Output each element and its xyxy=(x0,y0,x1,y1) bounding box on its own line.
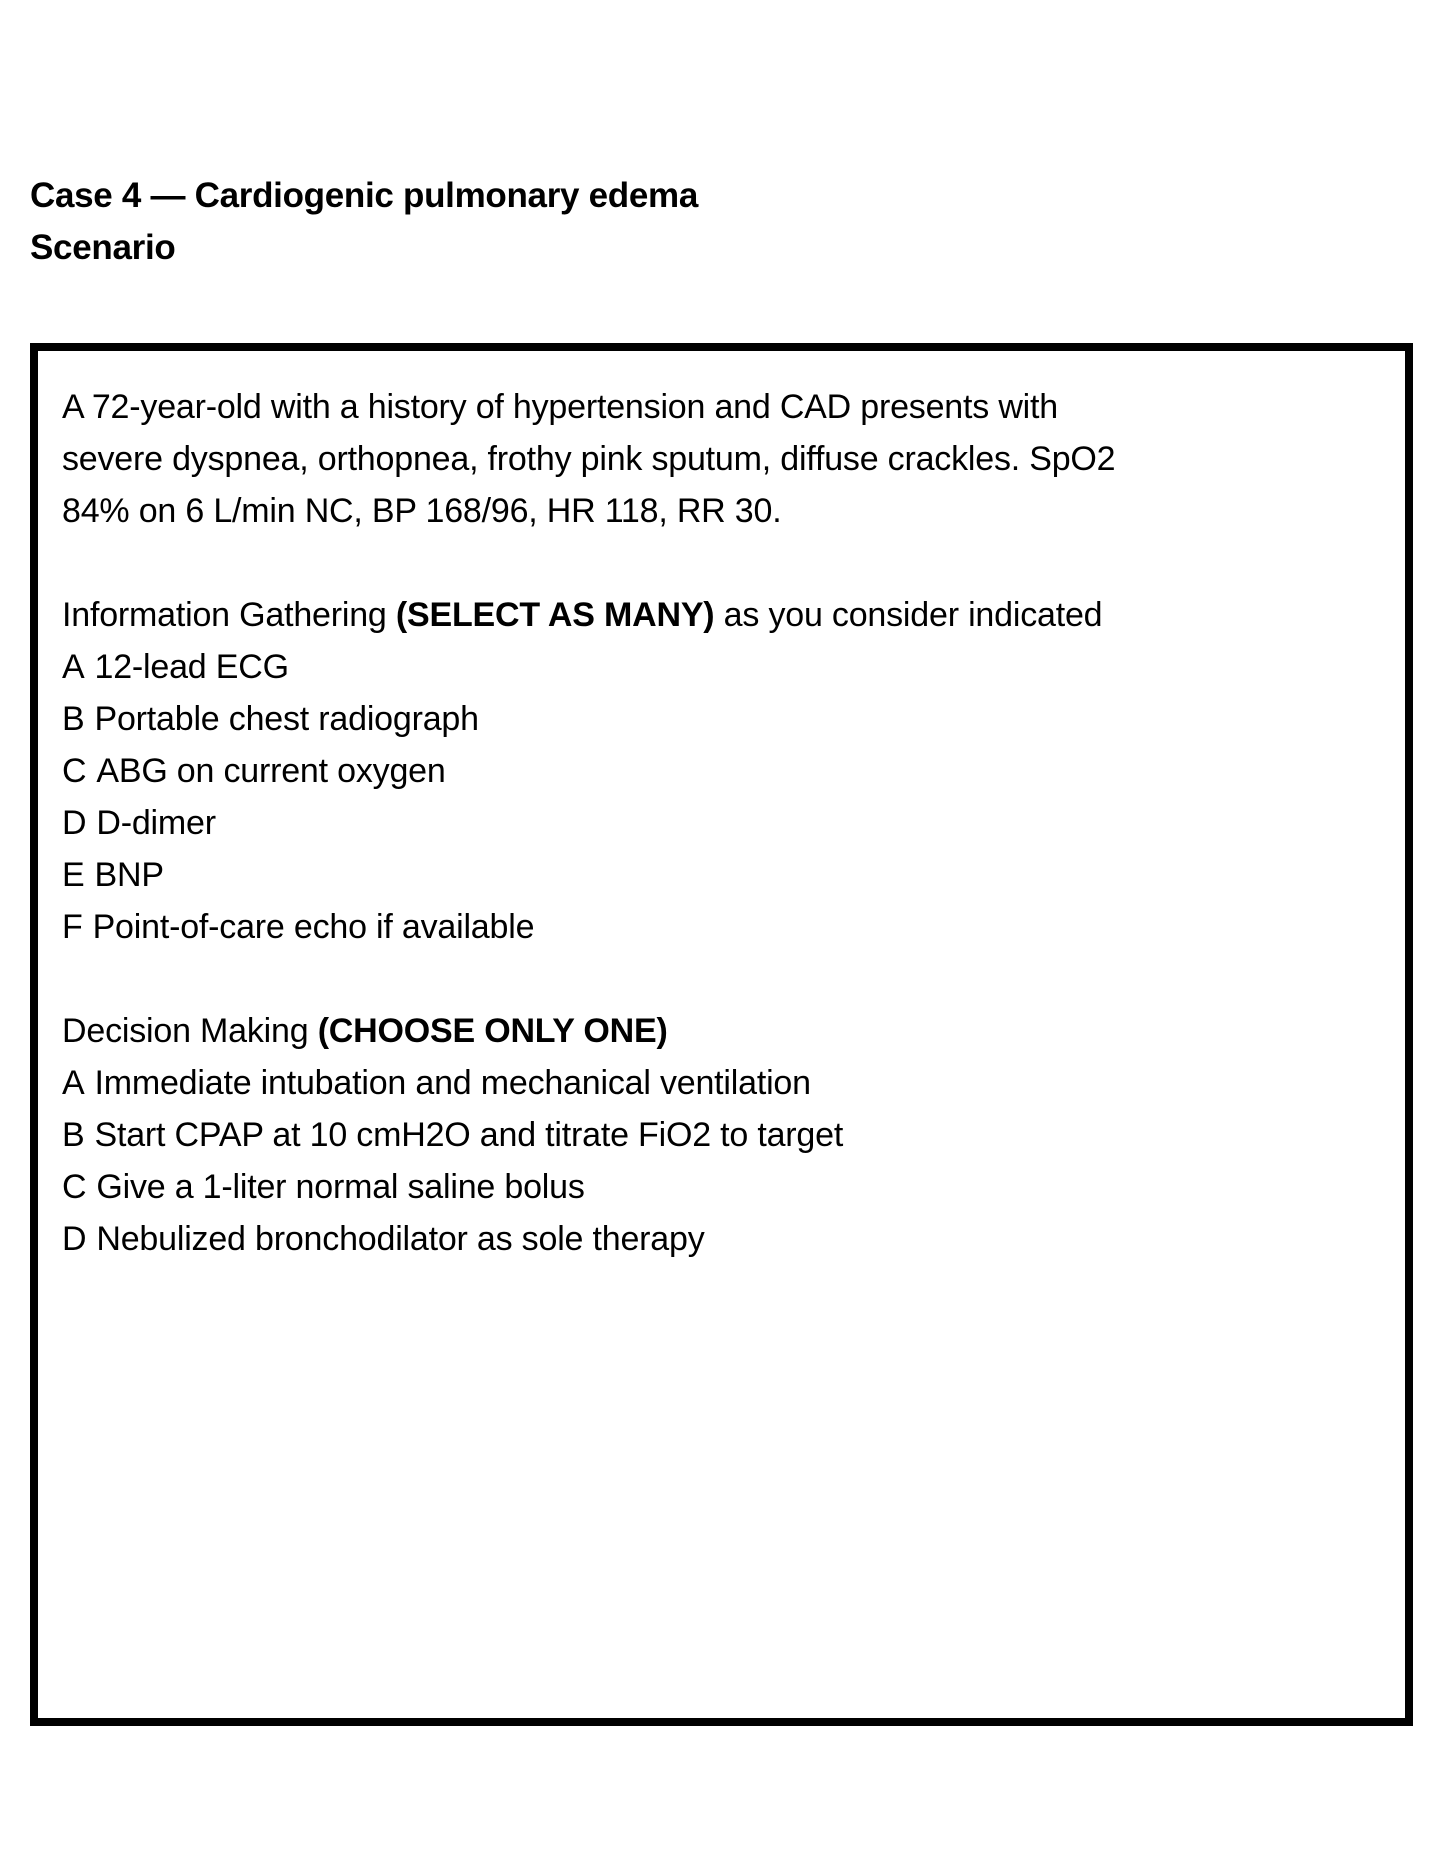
decision-option-c xyxy=(62,1161,1381,1213)
option-letter: E xyxy=(62,856,85,894)
info-option-f xyxy=(62,901,1381,953)
scenario-line-3: 84% on 6 L/min NC, BP 168/96, HR 118, RR 30. xyxy=(62,492,782,530)
option-letter: D xyxy=(62,1220,87,1258)
option-letter: F xyxy=(62,908,83,946)
heading-prefix: Decision Making xyxy=(62,1012,318,1050)
option-text: 12-lead ECG xyxy=(94,648,289,686)
option-text: Immediate intubation and mechanical ventilation xyxy=(94,1064,811,1102)
option-letter: A xyxy=(62,648,85,686)
scenario-box xyxy=(30,343,1413,1726)
decision-option-b xyxy=(62,1109,1381,1161)
info-option-a xyxy=(62,641,1381,693)
heading-instruction: (CHOOSE ONLY ONE) xyxy=(317,1012,668,1050)
option-letter: A xyxy=(62,1064,85,1102)
decision-option-a xyxy=(62,1057,1381,1109)
spacer xyxy=(62,953,1381,1005)
heading-suffix: as you consider indicated xyxy=(714,596,1103,634)
info-option-e xyxy=(62,849,1381,901)
info-option-b xyxy=(62,693,1381,745)
scenario-line-1: A 72-year-old with a history of hypertension and CAD presents with xyxy=(62,388,1058,426)
option-text: Portable chest radiograph xyxy=(94,700,479,738)
case-title: Case 4 — Cardiogenic pulmonary edema xyxy=(30,176,699,215)
option-text: D-dimer xyxy=(96,804,216,842)
decision-option-d xyxy=(62,1213,1381,1265)
page-header xyxy=(30,170,698,274)
option-letter: D xyxy=(62,804,87,842)
option-text: Point-of-care echo if available xyxy=(92,908,535,946)
heading-instruction: (SELECT AS MANY) xyxy=(395,596,715,634)
option-text: BNP xyxy=(94,856,164,894)
heading-prefix: Information Gathering xyxy=(62,596,396,634)
info-option-c xyxy=(62,745,1381,797)
information-gathering-heading xyxy=(62,589,1381,641)
option-letter: B xyxy=(62,700,85,738)
information-gathering-section xyxy=(62,589,1381,953)
spacer xyxy=(62,537,1381,589)
option-text: ABG on current oxygen xyxy=(96,752,446,790)
decision-making-section xyxy=(62,1005,1381,1265)
option-letter: C xyxy=(62,1168,87,1206)
option-letter: B xyxy=(62,1116,85,1154)
option-text: Give a 1-liter normal saline bolus xyxy=(96,1168,585,1206)
info-option-d xyxy=(62,797,1381,849)
option-text: Nebulized bronchodilator as sole therapy xyxy=(96,1220,705,1258)
decision-making-heading xyxy=(62,1005,1381,1057)
option-letter: C xyxy=(62,752,87,790)
scenario-paragraph xyxy=(62,381,1381,537)
scenario-line-2: severe dyspnea, orthopnea, frothy pink sputum, diffuse crackles. SpO2 xyxy=(62,440,1116,478)
section-title-scenario: Scenario xyxy=(30,228,176,267)
option-text: Start CPAP at 10 cmH2O and titrate FiO2 to target xyxy=(94,1116,844,1154)
